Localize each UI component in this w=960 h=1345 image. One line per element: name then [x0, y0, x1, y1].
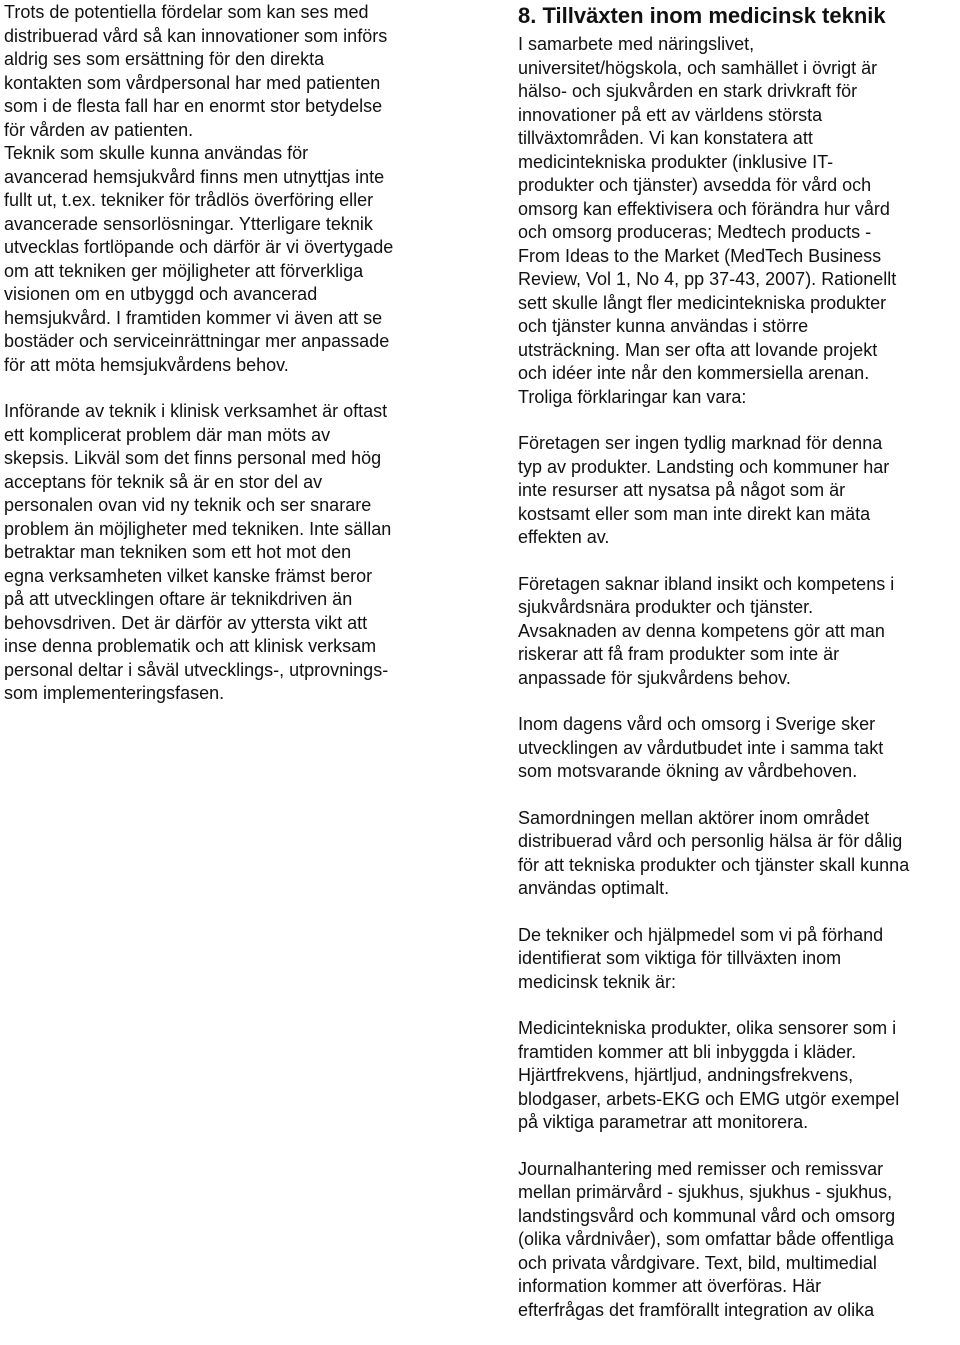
paragraph-medtech-products: Medicintekniska produkter, olika sensorer som i framtiden kommer att bli inbyggda i kläder. Hjärtfrekvens, hjärtljud, andningsfrekvens, blodgaser, arbets-EKG och EMG utgör exempel på viktiga parametrar att monitorera.	[518, 1018, 900, 1132]
paragraph-technology-introduction: Införande av teknik i klinisk verksamhet är oftast ett komplicerat problem där man möts av skepsis. Likväl som det finns personal med hög acceptans för teknik så är en stor del av personalen ovan vid ny teknik och ser snarare problem än möjligheter med tekniken. Inte sällan betraktar man tekniken som ett hot mot den egna verksamheten vilket kanske främst beror på att utvecklingen oftare är teknikdriven än behovsdriven. Det är därför av yttersta vikt att inse denna problematik och att klinisk verksam personal deltar i såväl utvecklings-, utprovnings- som implementeringsfasen.	[4, 401, 392, 703]
right-column	[518, 0, 960, 1345]
paragraph-distributed-care: Trots de potentiella fördelar som kan ses med distribuerad vård så kan innovationer som införs aldrig ses som ersättning för den direkta kontakten som vårdpersonal har med patienten som i de flesta fall har en enormt stor betydelse för vården av patienten. Teknik som skulle kunna användas för avancerad hemsjukvård finns men utnyttjas inte fullt ut, t.ex. tekniker för trådlös överföring eller avancerade sensorlösningar. Ytterligare teknik utvecklas fortlöpande och därför är vi övertygade om att tekniken ger möjligheter att förverkliga visionen om en utbyggd och avancerad hemsjukvård. I framtiden kommer vi även att se bostäder och serviceinrättningar mer anpassade för att möta hemsjukvårdens behov.	[4, 2, 394, 375]
left-column	[4, 0, 446, 729]
paragraph-growth-intro: I samarbete med näringslivet, universitet/högskola, och samhället i övrigt är hälso- och sjukvården en stark drivkraft för innovationer på ett av världens största tillväxtområden. Vi kan konstatera att medicintekniska produkter (inklusive IT- produkter och tjänster) avsedda för vård och omsorg kan effektivisera och förändra hur vård och omsorg produceras; Medtech products - From Ideas to the Market (MedTech Business Review, Vol 1, No 4, pp 37-43, 2007). Rationellt sett skulle långt fler medicintekniska produkter och tjänster kunna användas i större utsträckning. Man ser ofta att lovande projekt och idéer inte når den kommersiella arenan. Troliga förklaringar kan vara:	[518, 34, 897, 407]
paragraph-journal-handling: Journalhantering med remisser och remissvar mellan primärvård - sjukhus, sjukhus - sjukhus, landstingsvård och kommunal vård och omsorg (olika vårdnivåer), som omfattar både offentliga och privata vårdgivare. Text, bild, multimedial information kommer att överföras. Här efterfrågas det framförallt integration av olika	[518, 1158, 896, 1320]
paragraph-no-market: Företagen ser ingen tydlig marknad för denna typ av produkter. Landsting och kommuner har inte resurser att nysatsa på något som är kostsamt eller som man inte direkt kan mäta effekten av.	[518, 433, 890, 547]
paragraph-identified-techniques: De tekniker och hjälpmedel som vi på förhand identifierat som viktiga för tillväxten inom medicinsk teknik är:	[518, 924, 884, 992]
section-heading: 8. Tillväxten inom medicinsk teknik	[518, 3, 886, 28]
paragraph-care-development: Inom dagens vård och omsorg i Sverige sker utvecklingen av vårdutbudet inte i samma takt som motsvarande ökning av vårdbehoven.	[518, 714, 884, 781]
paragraph-coordination: Samordningen mellan aktörer inom området distribuerad vård och personlig hälsa är för dålig för att tekniska produkter och tjänster skall kunna användas optimalt.	[518, 807, 910, 898]
paragraph-lacking-competence: Företagen saknar ibland insikt och kompetens i sjukvårdsnära produkter och tjänster. Avsaknaden av denna kompetens gör att man riskerar att få fram produkter som inte är anpassade för sjukvårdens behov.	[518, 573, 895, 688]
